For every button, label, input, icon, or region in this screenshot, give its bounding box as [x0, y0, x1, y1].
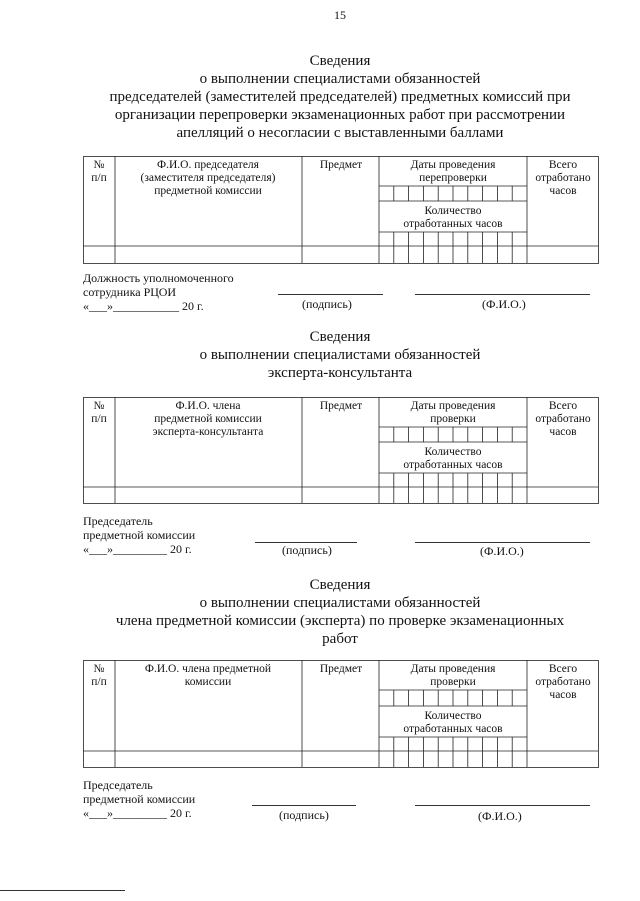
col-hours-header: Количество [424, 446, 482, 458]
col-name-header: эксперта-консультанта [152, 426, 264, 438]
col-dates-header: Даты проведения [410, 663, 496, 675]
col-hours-header: отработанных часов [403, 218, 503, 230]
col-num-header: № [93, 400, 105, 412]
date-line: «___»_________ 20 г. [83, 542, 192, 556]
footnote-separator [0, 890, 125, 891]
section-3-title [0, 576, 640, 648]
col-hours-header: отработанных часов [403, 723, 503, 735]
title-line: члена предметной комиссии (эксперта) по проверке экзаменационных [115, 613, 565, 629]
col-name-header: предметной комиссии [154, 413, 262, 425]
col-num-header: № [93, 159, 105, 171]
signature-role [83, 514, 195, 556]
col-num-header: № [93, 663, 105, 675]
role-line: Председатель [83, 514, 153, 528]
name-label: (Ф.И.О.) [478, 809, 522, 823]
col-total-header: часов [549, 689, 577, 701]
col-name-header: (заместителя председателя) [140, 172, 276, 184]
col-subject-header: Предмет [319, 663, 363, 675]
col-total-header: Всего [548, 400, 578, 412]
section-1-title [0, 52, 640, 142]
section-2-title [0, 328, 640, 382]
form-table-3 [83, 660, 599, 768]
col-name-header: комиссии [184, 676, 232, 688]
signature-role [83, 271, 234, 313]
col-total-header: отработано [535, 413, 591, 425]
col-hours-header: Количество [424, 205, 482, 217]
role-line: предметной комиссии [83, 792, 196, 806]
title-line: апелляций о несогласии с выставленными баллами [176, 125, 504, 141]
col-total-header: отработано [535, 676, 591, 688]
signature-line [252, 805, 356, 806]
name-label: (Ф.И.О.) [480, 544, 524, 558]
col-num-header: п/п [91, 172, 107, 184]
col-name-header: Ф.И.О. члена [175, 400, 241, 412]
col-name-header: Ф.И.О. члена предметной [144, 663, 272, 675]
role-line: Должность уполномоченного [83, 271, 234, 285]
name-line [415, 805, 590, 806]
title-line: Сведения [309, 53, 371, 69]
title-line: организации перепроверки экзаменационных работ при рассмотрении [114, 107, 566, 123]
col-total-header: Всего [548, 159, 578, 171]
form-table-2 [83, 397, 599, 505]
col-hours-header: Количество [424, 710, 482, 722]
title-line: председателей (заместителей председателей) предметных комиссий при [109, 89, 571, 105]
col-total-header: часов [549, 185, 577, 197]
col-dates-header: Даты проведения [410, 159, 496, 171]
date-line: «___»_________ 20 г. [83, 806, 192, 820]
table-border [84, 661, 599, 768]
title-line: Сведения [309, 577, 371, 593]
sign-label: (подпись) [279, 808, 329, 822]
name-label: (Ф.И.О.) [482, 297, 526, 311]
role-line: Председатель [83, 778, 153, 792]
page-number: 15 [334, 8, 346, 22]
col-dates-header: перепроверки [419, 172, 487, 184]
col-hours-header: отработанных часов [403, 459, 503, 471]
col-total-header: Всего [548, 663, 578, 675]
col-num-header: п/п [91, 676, 107, 688]
col-total-header: часов [549, 426, 577, 438]
signature-line [278, 294, 383, 295]
title-line: о выполнении специалистами обязанностей [199, 595, 481, 611]
sign-label: (подпись) [282, 543, 332, 557]
signature-role [83, 778, 195, 820]
date-line: «___»___________ 20 г. [83, 299, 204, 313]
role-line: сотрудника РЦОИ [83, 285, 177, 299]
title-line: Сведения [309, 329, 371, 345]
title-line: о выполнении специалистами обязанностей [199, 347, 481, 363]
col-total-header: отработано [535, 172, 591, 184]
col-subject-header: Предмет [319, 400, 363, 412]
col-name-header: предметной комиссии [154, 185, 262, 197]
col-dates-header: проверки [430, 676, 476, 688]
title-line: эксперта-консультанта [267, 365, 413, 381]
name-line [415, 294, 590, 295]
title-line: о выполнении специалистами обязанностей [199, 71, 481, 87]
title-line: работ [322, 631, 358, 647]
col-subject-header: Предмет [319, 159, 363, 171]
col-num-header: п/п [91, 413, 107, 425]
role-line: предметной комиссии [83, 528, 196, 542]
form-table-1 [83, 156, 599, 264]
name-line [415, 542, 590, 543]
col-dates-header: Даты проведения [410, 400, 496, 412]
col-dates-header: проверки [430, 413, 476, 425]
sign-label: (подпись) [302, 297, 352, 311]
col-name-header: Ф.И.О. председателя [157, 159, 259, 171]
